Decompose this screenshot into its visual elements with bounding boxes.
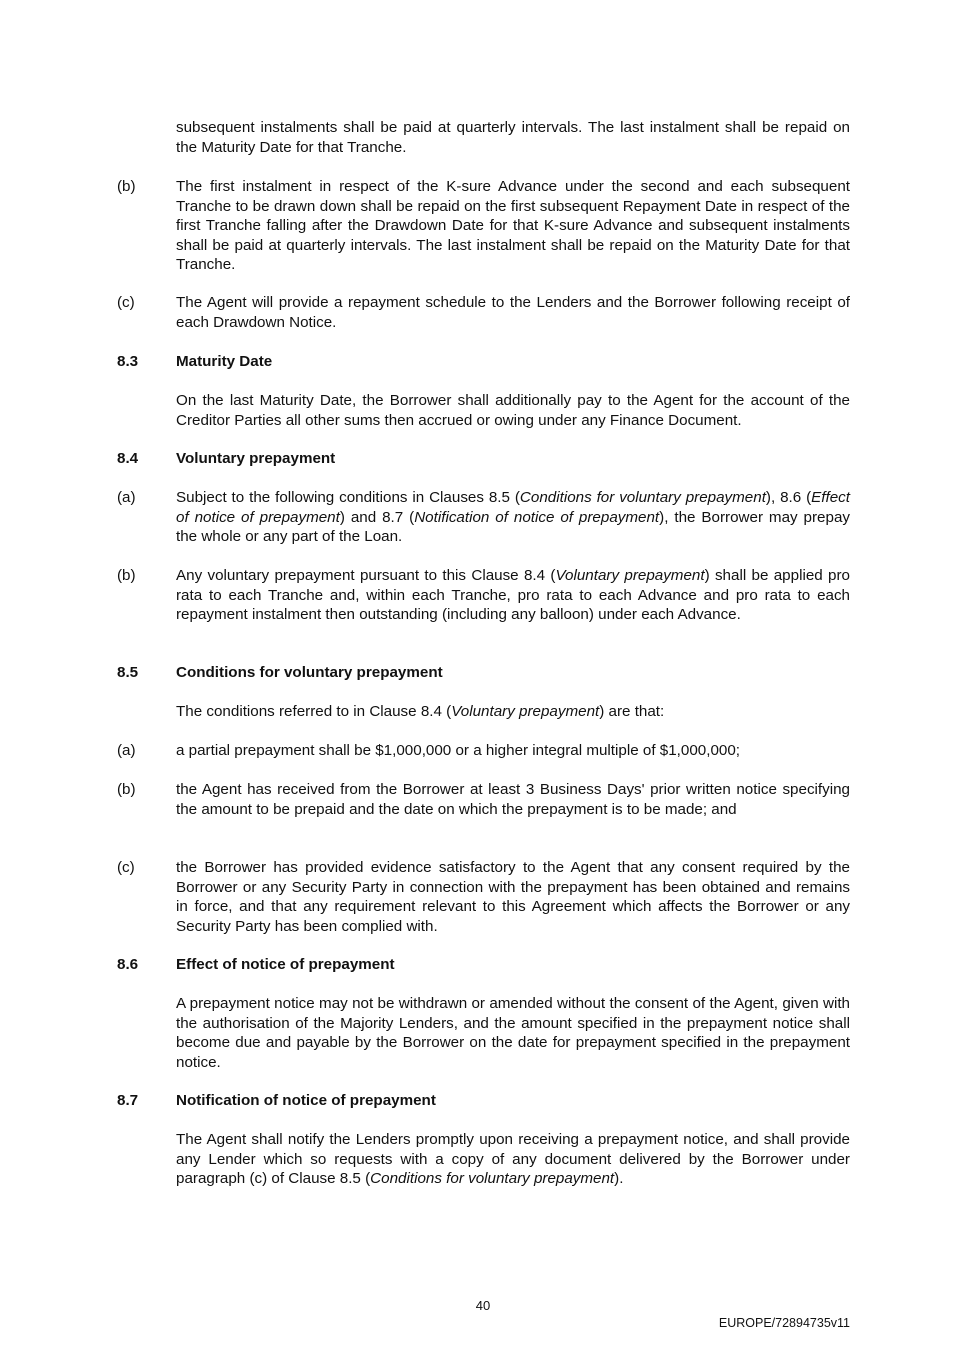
page-number: 40 xyxy=(475,1298,491,1313)
item-text: The first instalment in respect of the K-sure Advance under the second and each subsequent Tranche to be drawn down shall be repaid on the first subsequent Repayment Date in respect of the first Tranche falling after the Drawdown Date for that K-sure Advance and subsequent instalments shall be paid at quarterly intervals. The last instalment shall be repaid on the Maturity Date for that Tranche. xyxy=(176,178,850,273)
section-number: 8.6 xyxy=(117,956,139,973)
item-label: (b) xyxy=(117,567,136,584)
item-text: Subject to the following conditions in Clauses 8.5 (Conditions for voluntary prepayment), 8.6 (Effect of notice of prepayment) and 8.7 (Notification of notice of prepayment), the Borrower may prepay the whole or any part of the Loan. xyxy=(176,489,850,545)
item-text: Any voluntary prepayment pursuant to this Clause 8.4 (Voluntary prepayment) shall be applied pro rata to each Tranche and, within each Tranche, pro rata to each Advance and pro rata to each repayment instalment then outstanding (including any balloon) under each Advance. xyxy=(176,567,850,623)
paragraph-text: The conditions referred to in Clause 8.4 (Voluntary prepayment) are that: xyxy=(176,703,665,720)
item-label: (c) xyxy=(117,859,135,876)
section-number: 8.7 xyxy=(117,1092,139,1109)
item-text: the Agent has received from the Borrower at least 3 Business Days' prior written notice specifying the amount to be prepaid and the date on which the prepayment is to be made; and xyxy=(176,781,850,818)
document-reference: EUROPE/72894735v11 xyxy=(718,1316,850,1330)
item-label: (c) xyxy=(117,294,135,311)
item-text: the Borrower has provided evidence satisfactory to the Agent that any consent required by the Borrower or any Security Party in connection with the prepayment has been obtained and remains in force, and that any requirement relevant to this Agreement which affects the Borrower or any Security Party has been complied with. xyxy=(176,859,850,935)
section-number: 8.4 xyxy=(117,450,139,467)
section-title: Conditions for voluntary prepayment xyxy=(176,664,443,681)
paragraph-text: A prepayment notice may not be withdrawn or amended without the consent of the Agent, given with the authorisation of the Majority Lenders, and the amount specified in the prepayment notice shall become due and payable by the Borrower on the date for prepayment specified in the prepayment notice. xyxy=(176,995,850,1071)
paragraph-text: The Agent shall notify the Lenders promptly upon receiving a prepayment notice, and shall provide any Lender which so requests with a copy of any document delivered by the Borrower under paragraph (c) of Clause 8.5 (Conditions for voluntary prepayment). xyxy=(176,1131,850,1187)
paragraph-text: subsequent instalments shall be paid at quarterly intervals. The last instalment shall be repaid on the Maturity Date for that Tranche. xyxy=(176,119,850,156)
paragraph-text: On the last Maturity Date, the Borrower shall additionally pay to the Agent for the account of the Creditor Parties all other sums then accrued or owing under any Finance Document. xyxy=(176,392,850,429)
section-number: 8.5 xyxy=(117,664,139,681)
item-label: (a) xyxy=(117,742,136,759)
section-title: Maturity Date xyxy=(176,353,273,370)
item-label: (b) xyxy=(117,781,136,798)
item-label: (a) xyxy=(117,489,136,506)
section-title: Notification of notice of prepayment xyxy=(176,1092,436,1109)
item-label: (b) xyxy=(117,178,136,195)
section-title: Effect of notice of prepayment xyxy=(176,956,395,973)
section-number: 8.3 xyxy=(117,353,139,370)
item-text: The Agent will provide a repayment schedule to the Lenders and the Borrower following receipt of each Drawdown Notice. xyxy=(176,294,850,331)
item-text: a partial prepayment shall be $1,000,000 or a higher integral multiple of $1,000,000; xyxy=(176,742,740,759)
section-title: Voluntary prepayment xyxy=(176,450,336,467)
